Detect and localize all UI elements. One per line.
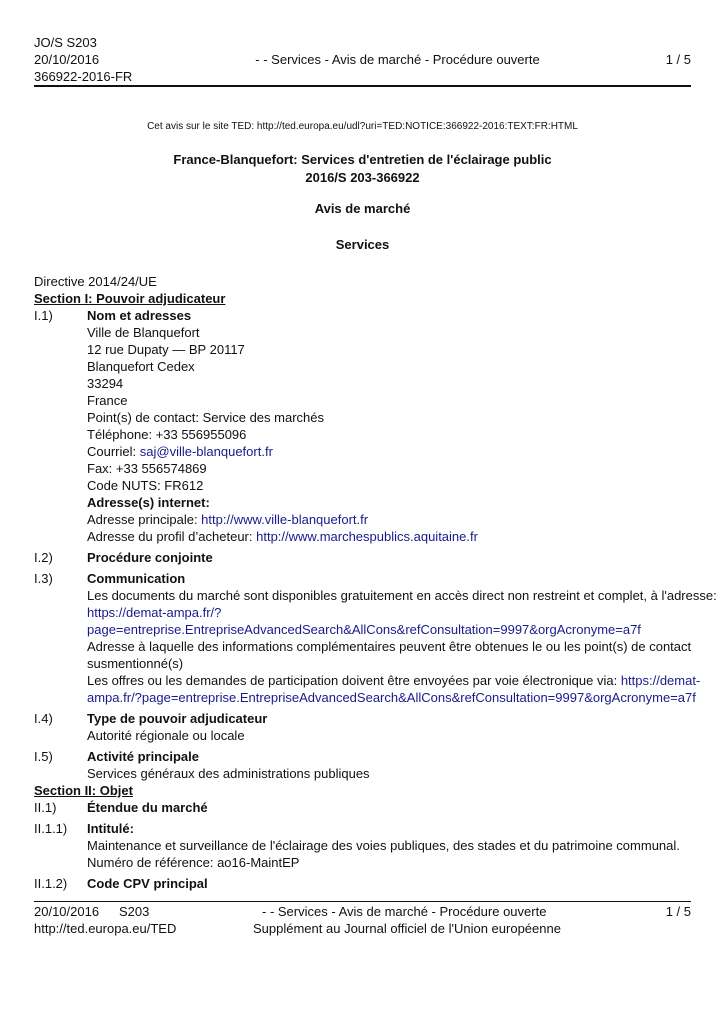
line-text: Maintenance et surveillance de l'éclairage des voies publiques, des stades et du patrimoine communal. [87, 838, 680, 853]
line-text: Les offres ou les demandes de participation doivent être envoyées par voie électronique via: [87, 673, 621, 688]
link[interactable]: page=entreprise.EntrepriseAdvancedSearch&AllCons&refConsultation=9997&orgAcronyme=a7f [87, 622, 641, 637]
item-line [87, 689, 717, 706]
item-line [87, 477, 478, 494]
line-text: Ville de Blanquefort [87, 325, 200, 340]
item-line [87, 655, 717, 672]
footer-issue: S203 [119, 904, 150, 919]
item-content [87, 799, 208, 816]
item-title: Procédure conjointe [87, 550, 213, 565]
title-line: France-Blanquefort: Services d'entretien de l'éclairage public [173, 152, 552, 167]
item-title: Communication [87, 571, 186, 586]
link[interactable]: http://www.ville-blanquefort.fr [201, 512, 369, 527]
item-number: I.3) [34, 571, 53, 586]
section-heading: Section I: Pouvoir adjudicateur [34, 291, 226, 306]
item-content [87, 875, 208, 892]
line-text: Courriel: [87, 444, 140, 459]
item-line [87, 528, 478, 545]
line-text: Les documents du marché sont disponibles gratuitement en accès direct non restreint et complet, à l'adresse: [87, 588, 717, 603]
line-text: 12 rue Dupaty — BP 20117 [87, 342, 245, 357]
item-line [87, 765, 370, 782]
line-text: Téléphone: +33 556955096 [87, 427, 247, 442]
item-line [87, 443, 478, 460]
item-line [87, 494, 478, 511]
link[interactable]: https://demat-ampa.fr/? [87, 605, 222, 620]
notice-title [0, 151, 725, 187]
header-date: 20/10/2016 [34, 52, 100, 67]
item-line [87, 392, 478, 409]
item-content [87, 549, 213, 566]
item-line [87, 358, 478, 375]
line-text: Adresse à laquelle des informations complémentaires peuvent être obtenues le ou les point(s) de contact [87, 639, 692, 654]
item-content [87, 748, 370, 782]
journal-ref: JO/S S203 [34, 35, 97, 50]
item-line [87, 587, 717, 604]
notice-item [34, 820, 694, 871]
notice-number: 2016/S 203-366922 [305, 170, 420, 185]
notice-item [34, 799, 694, 816]
footer-page: 1 / 5 [665, 904, 691, 919]
line-text: Autorité régionale ou locale [87, 728, 245, 743]
notice-id: 366922-2016-FR [34, 69, 133, 84]
line-text: Numéro de référence: ao16-MaintEP [87, 855, 300, 870]
item-line [87, 426, 478, 443]
line-text: Fax: +33 556574869 [87, 461, 207, 476]
link[interactable]: saj@ville-blanquefort.fr [139, 444, 273, 459]
item-number: I.5) [34, 749, 53, 764]
item-line [87, 341, 478, 358]
line-text: 33294 [87, 376, 124, 391]
line-text: Adresse principale: [87, 512, 202, 527]
section-heading: Section II: Objet [34, 783, 133, 798]
line-text: Adresse du profil d’acheteur: [87, 529, 257, 544]
footer-date: 20/10/2016 [34, 904, 100, 919]
notice-category: Services [335, 237, 390, 252]
item-number: I.4) [34, 711, 53, 726]
item-title: Code CPV principal [87, 876, 208, 891]
line-text: France [87, 393, 128, 408]
link[interactable]: https://demat- [620, 673, 701, 688]
item-line [87, 854, 680, 871]
item-title: Activité principale [87, 749, 199, 764]
line-text: Code NUTS: FR612 [87, 478, 204, 493]
item-number: I.2) [34, 550, 53, 565]
item-title: Type de pouvoir adjudicateur [87, 711, 268, 726]
item-content [87, 307, 478, 545]
line-text: Services généraux des administrations publiques [87, 766, 370, 781]
ted-link[interactable]: Cet avis sur le site TED: http://ted.europa.eu/udl?uri=TED:NOTICE:366922-2016:TEXT:FR:HTML [147, 121, 578, 132]
notice-body [34, 273, 717, 892]
item-title: Intitulé: [87, 821, 134, 836]
header-rule [34, 85, 691, 87]
item-number: I.1) [34, 308, 53, 323]
item-line [87, 460, 478, 477]
header-title: - - Services - Avis de marché - Procédure ouverte [255, 52, 540, 67]
notice-item [34, 307, 694, 545]
item-line [87, 672, 717, 689]
item-line [87, 837, 680, 854]
footer-supplement: Supplément au Journal officiel de l'Union européenne [253, 921, 561, 936]
item-line [87, 511, 478, 528]
item-title: Étendue du marché [87, 800, 208, 815]
item-title: Nom et adresses [87, 308, 192, 323]
subheading: Adresse(s) internet: [87, 495, 210, 510]
directive-text: Directive 2014/24/UE [34, 274, 157, 289]
line-text: susmentionné(s) [87, 656, 184, 671]
link[interactable]: ampa.fr/?page=entreprise.EntrepriseAdvancedSearch&AllCons&refConsultation=9997&orgAcronyme=a7f [87, 690, 696, 705]
notice-type: Avis de marché [314, 201, 411, 216]
item-number: II.1.2) [34, 876, 68, 891]
item-line [87, 727, 267, 744]
notice-item [34, 748, 694, 782]
item-number: II.1) [34, 800, 57, 815]
notice-item [34, 570, 717, 706]
footer-rule [34, 901, 691, 902]
link[interactable]: http://www.marchespublics.aquitaine.fr [256, 529, 478, 544]
footer-url[interactable]: http://ted.europa.eu/TED [34, 921, 177, 936]
notice-item [34, 710, 694, 744]
notice-item [34, 549, 694, 566]
item-line [87, 621, 717, 638]
line-text: Point(s) de contact: Service des marchés [87, 410, 324, 425]
item-line [87, 604, 717, 621]
header-page: 1 / 5 [665, 52, 691, 67]
item-number: II.1.1) [34, 821, 68, 836]
item-content [87, 710, 267, 744]
notice-item [34, 875, 694, 892]
item-content [87, 570, 717, 706]
item-line [87, 409, 478, 426]
line-text: Blanquefort Cedex [87, 359, 195, 374]
item-line [87, 638, 717, 655]
item-content [87, 820, 680, 871]
footer-title: - - Services - Avis de marché - Procédure ouverte [262, 904, 547, 919]
item-line [87, 324, 478, 341]
item-line [87, 375, 478, 392]
